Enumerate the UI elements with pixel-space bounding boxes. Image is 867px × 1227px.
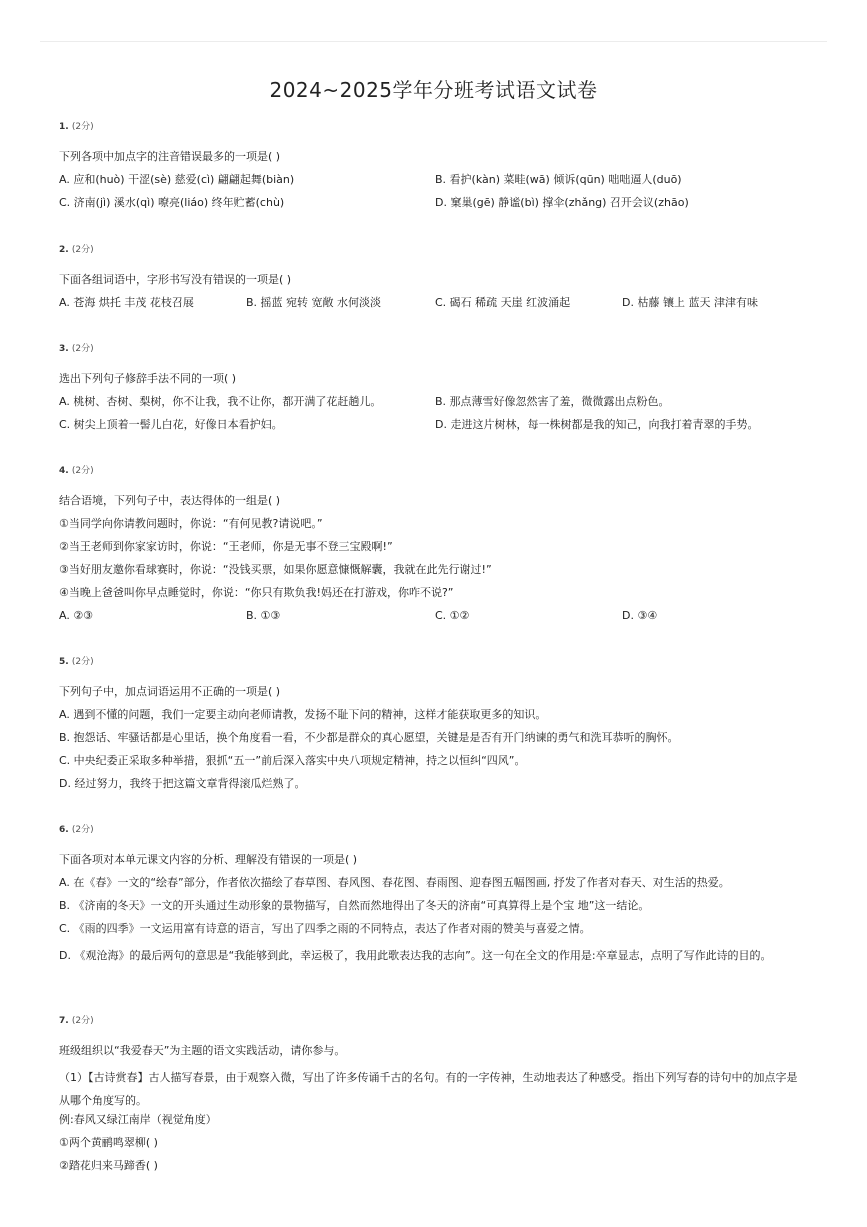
option-b[interactable]: B. 那点薄雪好像忽然害了羞，微微露出点粉色。 [435,395,670,408]
question-header [59,1014,809,1028]
question-points: (2分) [71,344,94,354]
option-d[interactable]: D. 走进这片树林，每一株树都是我的知己，向我打着青翠的手势。 [435,418,759,431]
option-a[interactable]: A. 在《春》一文的“绘春”部分，作者依次描绘了春草图、春风图、春花图、春雨图、迎春图五幅图画, 抒发了作者对春天、对生活的热爱。 [59,876,730,889]
question-points: (2分) [71,657,94,667]
option-d[interactable]: D. 枯藤 镶上 蓝天 津津有味 [622,296,758,309]
option-c[interactable]: C. 中央纪委正采取多种举措，狠抓“五一”前后深入落实中央八项规定精神，持之以恒纠“四风”。 [59,754,526,767]
question-number: 2. [59,245,69,255]
option-d[interactable]: D. 《观沧海》的最后两句的意思是“我能够到此，幸运极了，我用此歌表达我的志向”。这一句在全文的作用是:卒章显志，点明了写作此诗的目的。 [59,949,772,962]
sub-question-1: （1）【古诗赏春】古人描写春景，由于观察入微，写出了许多传诵千古的名句。有的一字传神，生动地表达了种感受。指出下列写春的诗句中的加点字是从哪个角度写的。 [59,1071,798,1107]
question-stem: 下列各项中加点字的注音错误最多的一项是( ) [59,150,281,163]
question-header [59,243,809,257]
question-3 [59,342,809,440]
option-d[interactable]: D. 经过努力，我终于把这篇文章背得滚瓜烂熟了。 [59,777,306,790]
question-1 [59,120,809,218]
statement-line: ④当晚上爸爸叫你早点睡觉时，你说：“你只有欺负我!妈还在打游戏，你咋不说?” [59,586,454,599]
option-b[interactable]: B. 《济南的冬天》一文的开头通过生动形象的景物描写，自然而然地得出了冬天的济南“可真算得上是个宝 地”这一结论。 [59,899,650,912]
question-points: (2分) [71,1016,94,1026]
options-row [59,295,809,318]
question-header [59,342,809,356]
option-b[interactable]: B. ①③ [246,609,281,622]
option-a[interactable]: A. 苍海 烘托 丰茂 花枝召展 [59,296,194,309]
question-number: 4. [59,466,69,476]
statement-line: ②当王老师到你家家访时，你说：“王老师，你是无事不登三宝殿啊!” [59,540,393,553]
question-stem: 下面各组词语中，字形书写没有错误的一项是( ) [59,273,292,286]
option-d[interactable]: D. ③④ [622,609,658,622]
options-row [59,608,809,631]
answer-blank-1[interactable]: ①两个黄鹂鸣翠柳( ) [59,1136,158,1149]
question-stem: 选出下列句子修辞手法不同的一项( ) [59,372,237,385]
options-row [59,195,809,218]
option-c[interactable]: C. 《雨的四季》一文运用富有诗意的语言，写出了四季之雨的不同特点，表达了作者对雨的赞美与喜爱之情。 [59,922,591,935]
option-b[interactable]: B. 抱怨话、牢骚话都是心里话，换个角度看一看，不少都是群众的真心愿望，关键是是否有开门纳谏的勇气和洗耳恭听的胸怀。 [59,731,679,744]
question-points: (2分) [71,245,94,255]
question-header [59,823,809,837]
question-number: 6. [59,825,69,835]
answer-blank-2[interactable]: ②踏花归来马蹄香( ) [59,1159,158,1172]
option-a[interactable]: A. ②③ [59,609,94,622]
options-row [59,172,809,195]
header-divider [40,41,827,42]
statement-line: ①当同学向你请教问题时，你说：“有何见教?请说吧。” [59,517,323,530]
option-c[interactable]: C. 碣石 稀疏 天崖 红波涌起 [435,296,571,309]
question-stem: 下列句子中，加点词语运用不正确的一项是( ) [59,685,281,698]
option-c[interactable]: C. 济南(jì) 溪水(qì) 嘹亮(liáo) 终年贮蓄(chù) [59,196,285,209]
question-points: (2分) [71,122,94,132]
option-a[interactable]: A. 桃树、杏树、梨树，你不让我，我不让你，都开满了花赶趟儿。 [59,395,382,408]
question-number: 3. [59,344,69,354]
question-number: 1. [59,122,69,132]
question-number: 7. [59,1016,69,1026]
question-stem: 下面各项对本单元课文内容的分析、理解没有错误的一项是( ) [59,853,358,866]
question-7 [59,1014,809,1181]
question-number: 5. [59,657,69,667]
option-b[interactable]: B. 摇蓝 宛转 宽敞 水何淡淡 [246,296,382,309]
option-c[interactable]: C. 树尖上顶着一髻儿白花，好像日本看护妇。 [59,418,283,431]
option-a[interactable]: A. 遇到不懂的问题，我们一定要主动向老师请教，发扬不耻下问的精神，这样才能获取更多的知识。 [59,708,547,721]
question-header [59,655,809,669]
options-row [59,417,809,440]
page-title: 2024~2025学年分班考试语文试卷 [269,78,598,102]
statement-line: ③当好朋友邀你看球赛时，你说：“没钱买票，如果你愿意慷慨解囊，我就在此先行谢过!” [59,563,492,576]
question-6 [59,823,809,967]
question-2 [59,243,809,318]
question-header [59,120,809,134]
options-row [59,394,809,417]
question-stem: 班级组织以“我爱春天”为主题的语文实践活动，请你参与。 [59,1044,346,1057]
question-4 [59,464,809,631]
option-c[interactable]: C. ①② [435,609,470,622]
question-5 [59,655,809,799]
option-d[interactable]: D. 窠巢(gē) 静谧(bì) 撑伞(zhǎng) 召开会议(zhāo) [435,196,689,209]
question-points: (2分) [71,466,94,476]
option-b[interactable]: B. 看护(kàn) 菜畦(wā) 倾诉(qūn) 咄咄逼人(duō) [435,173,682,186]
option-a[interactable]: A. 应和(huò) 干涩(sè) 慈爱(cì) 翩翩起舞(biàn) [59,173,295,186]
question-points: (2分) [71,825,94,835]
question-header [59,464,809,478]
example-line: 例:春风又绿江南岸（视觉角度） [59,1113,217,1126]
question-stem: 结合语境，下列句子中，表达得体的一组是( ) [59,494,281,507]
